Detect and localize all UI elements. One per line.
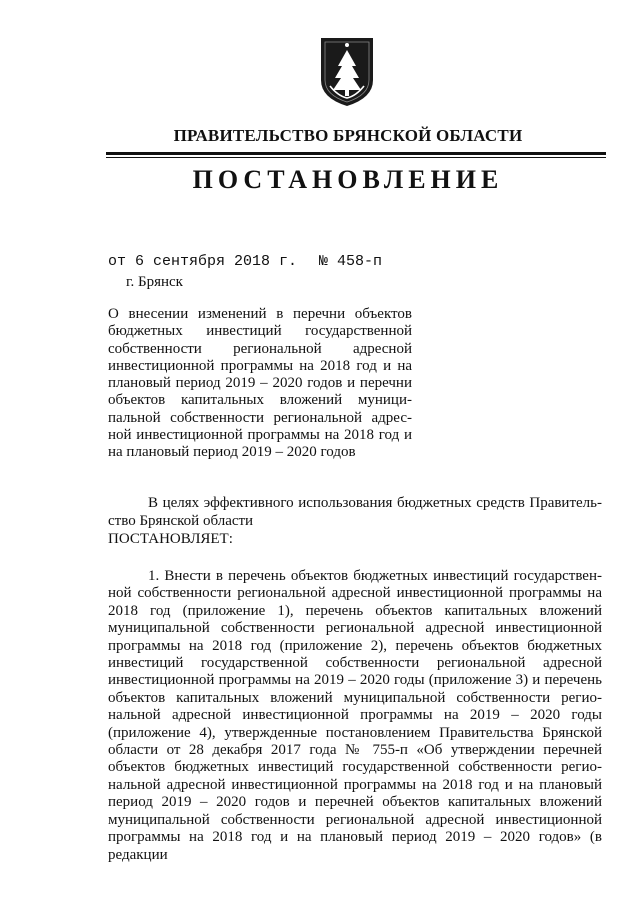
document-subject: О внесении изменений в перечни объектов бюджетных инвестиций государственной собственности региональной адресной инвестиционной программы на 2018 год и на плановый период 2019 – 2020 годов и перечни объектов капитальных вложений муниципальной собственности региональной адресной инвестиционной программы на 2018 год и на плановый период 2019 – 2020 годов bbox=[108, 306, 412, 461]
clause-1-paragraph: 1. Внести в перечень объектов бюджетных инвестиций государственной собственности региональной адресной инвестиционной программы на 2018 год (приложение 1), перечень объектов капитальных вложений муниципальной собственности региональной адресной инвестиционной программы на 2018 год (приложение 2), перечень объектов бюджетных инвестиций государственной собственности региональной адресной инвестиционной программы на 2019 – 2020 годы (приложение 3) и перечень объектов капитальных вложений муниципальной собственности региональной адресной инвестиционной программы на 2019 – 2020 годы (приложение 4), утвержденные постановлением Правительства Брянской области от 28 декабря 2017 года № 755-п «Об утверждении перечней объектов бюджетных инвестиций государственной собственности региональной адресной инвестиционной программы на 2018 год и на плановый период 2019 – 2020 годов и перечней объектов капитальных вложений муниципальной собственности региональной адресной инвестиционной программы на 2018 год и на плановый период 2019 – 2020 годов» (в редакции bbox=[108, 568, 602, 863]
header-divider-thick bbox=[106, 152, 606, 155]
date-number-line bbox=[108, 253, 382, 270]
decree-word: ПОСТАНОВЛЯЕТ: bbox=[108, 531, 233, 547]
document-number: № 458-п bbox=[319, 253, 383, 270]
document-date: от 6 сентября 2018 г. bbox=[108, 253, 298, 270]
header-divider-thin bbox=[106, 157, 606, 158]
bryansk-coat-of-arms-icon bbox=[318, 36, 376, 108]
preamble-paragraph: В целях эффективного использования бюджетных средств Правительство Брянской области bbox=[108, 495, 602, 529]
document-city: г. Брянск bbox=[126, 274, 183, 290]
document-type-title: ПОСТАНОВЛЕНИЕ bbox=[192, 165, 504, 194]
organization-title: ПРАВИТЕЛЬСТВО БРЯНСКОЙ ОБЛАСТИ bbox=[173, 126, 523, 145]
